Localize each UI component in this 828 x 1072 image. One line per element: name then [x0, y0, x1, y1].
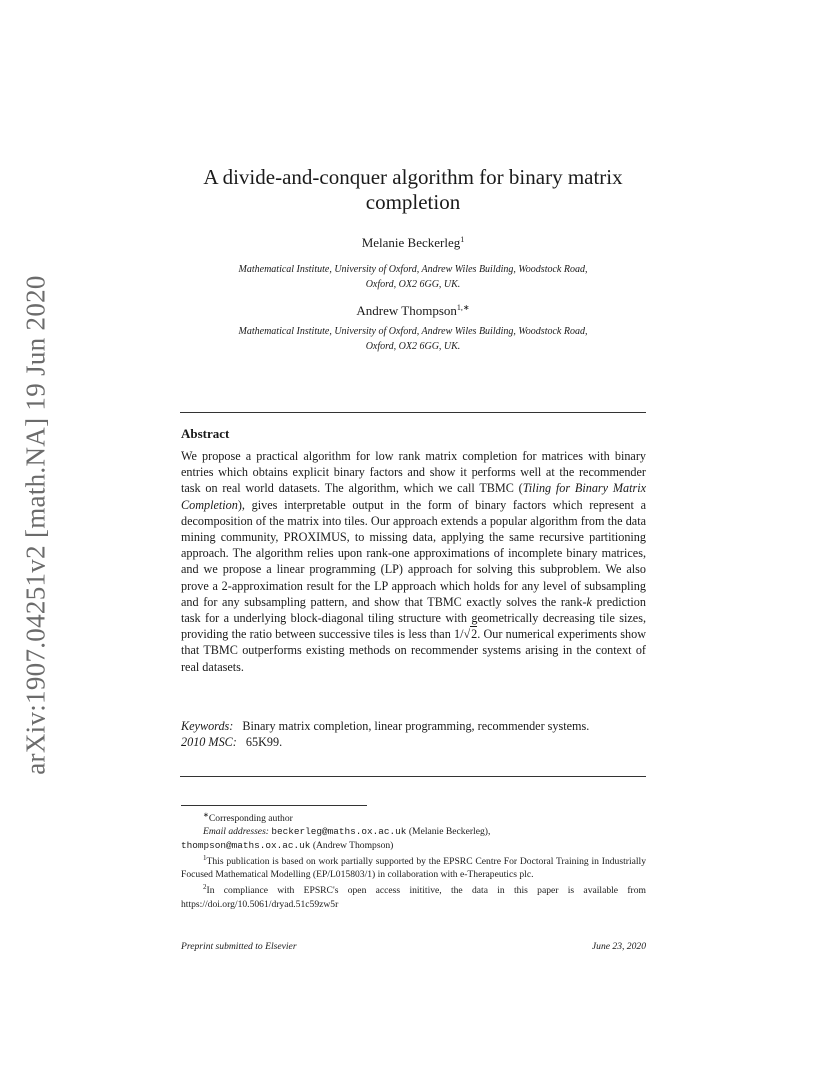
abstract-text: prediction task for a underlying block-diagonal tiling structure with geometrically decreasing tile sizes, providing the ratio between successive tiles is less than 1/	[181, 594, 646, 642]
footnote-mark: 2	[203, 883, 207, 892]
author-1-name: Melanie Beckerleg	[361, 235, 461, 250]
author-1	[180, 235, 646, 251]
footnote-corresponding	[181, 809, 646, 825]
arxiv-stamp-text: arXiv:1907.04251v2 [math.NA] 19 Jun 2020	[20, 275, 51, 775]
footnote-emails-cont	[181, 839, 646, 852]
footnote-1	[181, 852, 646, 882]
abstract-top-rule	[180, 412, 646, 413]
title-line-2: completion	[365, 190, 461, 214]
abstract-text: . Our numerical experiments show that TBMC outperforms existing methods on recommender systems arising in the context of real datasets.	[181, 627, 647, 674]
keywords-block	[181, 718, 646, 750]
email-link-1[interactable]: beckerleg@maths.ox.ac.uk	[271, 826, 407, 838]
email-link-2[interactable]: thompson@maths.ox.ac.uk	[181, 839, 311, 851]
author-2	[180, 303, 646, 319]
footnote-emails	[181, 825, 646, 838]
paper-title	[180, 165, 646, 215]
abstract-text: We propose a practical algorithm for low rank matrix completion for matrices with binary entries which obtains explicit binary factors and show it performs well at the recommender task on real world datasets. The algorithm, which we call TBMC (	[181, 449, 646, 496]
abstract-body	[181, 448, 646, 675]
author-1-marks: 1	[460, 235, 465, 244]
affiliation-line: Oxford, OX2 6GG, UK.	[365, 341, 461, 352]
page-footer	[181, 941, 646, 952]
abstract-bottom-rule	[180, 776, 646, 777]
footnote-mark: 1	[203, 853, 207, 862]
affiliation-line: Mathematical Institute, University of Oxford, Andrew Wiles Building, Woodstock Road,	[238, 264, 588, 275]
author-2-marks: 1,∗	[456, 303, 470, 312]
abstract-text: ), gives interpretable output in the form of binary factors which represent a decomposition of the matrix into tiles. Our approach extends a popular algorithm from the data mining community, PROXIMUS, to missing data, applying the same recursive partitioning approach. The algorithm relies upon rank-one approximations of incomplete binary matrices, and we propose a linear programming (LP) approach for solving this subproblem. We also prove a 2-approximation result for the LP approach which holds for any level of subsampling and for any subsampling pattern, and show that TBMC exactly solves the rank-	[181, 497, 646, 609]
abstract-heading: Abstract	[181, 426, 230, 441]
author-2-name: Andrew Thompson	[356, 303, 457, 318]
email-label: Email addresses:	[203, 826, 269, 838]
footer-date: June 23, 2020	[591, 941, 646, 952]
sqrt-radicand: 2	[471, 627, 478, 642]
footnote-text: In compliance with EPSRC's open access inititive, the data in this paper is available from https://doi.org/10.5061/dryad.51c59zw5r	[181, 885, 646, 910]
footnote-text: This publication is based on work partially supported by the EPSRC Centre For Doctoral Training in Industrially Focused Mathematical Modelling (EP/L015803/1) in collaboration with e-Therapeutics plc.	[181, 855, 646, 881]
email-owner-2: (Andrew Thompson)	[312, 839, 394, 851]
author-1-affiliation	[180, 262, 646, 292]
msc-text: 65K99.	[245, 735, 283, 750]
keywords-text: Binary matrix completion, linear programming, recommender systems.	[242, 719, 590, 733]
keywords-label: Keywords:	[181, 719, 234, 733]
footnote-text: Corresponding author	[208, 813, 293, 824]
abstract-math-k: k	[586, 594, 592, 609]
footnote-rule	[181, 805, 367, 806]
msc-label: 2010 MSC:	[181, 735, 237, 750]
author-2-affiliation	[180, 324, 646, 354]
email-owner-1: (Melanie Beckerleg),	[408, 826, 491, 838]
footer-left: Preprint submitted to Elsevier	[181, 941, 297, 952]
footnote-mark: ∗	[203, 811, 209, 819]
abstract-emphasis: Tiling for Binary Matrix Completion	[181, 481, 646, 512]
affiliation-line: Mathematical Institute, University of Oxford, Andrew Wiles Building, Woodstock Road,	[238, 326, 588, 337]
title-line-1: A divide-and-conquer algorithm for binary matrix	[203, 165, 623, 189]
footnotes	[181, 809, 646, 911]
affiliation-line: Oxford, OX2 6GG, UK.	[365, 279, 461, 290]
footnote-2	[181, 881, 646, 911]
arxiv-stamp	[12, 270, 60, 780]
sqrt-symbol: √2	[463, 627, 478, 642]
